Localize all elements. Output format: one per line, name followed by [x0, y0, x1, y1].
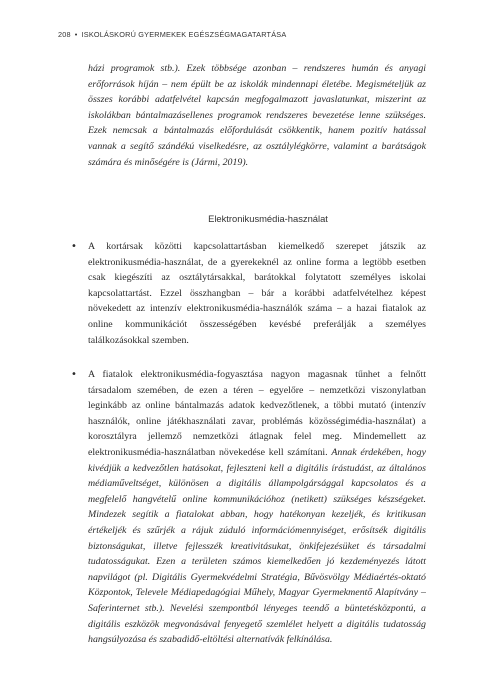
bullet-text: A kortársak közötti kapcsolattartásban kiemelkedő szerepet játszik az elektronikusmédia-használat, de a gyerekeknél az online forma a legtöbb esetben csak kiegészíti az osztálytársakkal, barátokkal folytatott személyes iskolai kapcsolattartást. Ezzel összhangban – bár a korábbi adatfelvételhez képest növekedett az intenzív elektronikusmédia-használók száma – a hazai fiatalok az online kommunikációt összességében kevésbé preferálják a személyes találkozásokkal szemben. — [88, 241, 426, 346]
bullet-list-1 — [71, 239, 426, 358]
bullet-icon: • — [71, 241, 77, 252]
page-number: 208 — [58, 30, 71, 39]
running-title: ISKOLÁSKORÚ GYERMEKEK EGÉSZSÉGMAGATARTÁSA — [81, 30, 287, 39]
list-item — [71, 239, 426, 348]
header-separator: • — [74, 30, 78, 39]
list-item — [71, 367, 426, 648]
running-header — [58, 30, 286, 39]
bullet-text-regular: A fiatalok elektronikusmédia-fogyasztása nagyon magasnak tűnhet a felnőtt társadalom szemében, de ezen a téren – egyelőre – nemzetközi viszonylatban leginkább az online bántalmazás adatok kedvezőtlenek, a többi mutató (intenzív használók, online játékhasználati zavar, problémás közösségimédia-használat) a korosztályra jellemző nemzetközi átlagnak felel meg. Mindemellett az elektronikusmédia-használatban növekedése kell számítani. — [88, 369, 426, 458]
intro-paragraph: házi programok stb.). Ezek többsége azonban – rendszeres humán és anyagi erőforrások híján – nem épült be az iskolák mindennapi életébe. Megismételjük az összes korábbi adatfelvétel kapcsán megfogalmazott javaslatunkat, miszerint az iskolákban bántalmazásellenes programok rendszeres bevezetése lenne szükséges. Ezek nemcsak a bántalmazás előfordulását csökkentik, hanem pozitív hatással vannak a segítő szándékú viselkedésre, az osztálylégkörre, valamint a barátságok számára és minőségére is (Jármi, 2019). — [88, 63, 426, 168]
bullet-text-italic: Annak érdekében, hogy kivédjük a kedvezőtlen hatásokat, fejleszteni kell a digitális írástudást, az általános médiaműveltséget, különösen a digitális állampolgársággal kapcsolatos és a megfelelő hangvételű online kommunikációhoz (netikett) szükséges készségeket. Mindezek segítik a fiatalokat abban, hogy hatékonyan kezeljék, és kritikusan értékeljék és szűrjék a rájuk zúduló információmennyiséget, erősítsék digitális biztonságukat, illetve fejlesszék kreativitásukat, önkifejezésüket és társadalmi tudatosságukat. Ezen a területen számos kiemelkedően jó kezdeményezés látott napvilágot (pl. Digitális Gyermekvédelmi Stratégia, Bűvösvölgy Médiaértés-oktató Központok, Televele Médiapedagógiai Műhely, Magyar Gyermekmentő Alapítvány – Saferinternet stb.). Nevelési szempontból lényeges teendő a büntetésközpontú, a digitális eszközök megvonásával fenyegető szemlélet helyett a digitális tudatosság hangsúlyozása és szabadidő-eltöltési alternatívák felkínálása. — [88, 446, 426, 646]
bullet-list-2 — [71, 367, 426, 658]
bullet-icon: • — [71, 369, 77, 380]
section-heading: Elektronikusmédia-használat — [208, 213, 328, 224]
